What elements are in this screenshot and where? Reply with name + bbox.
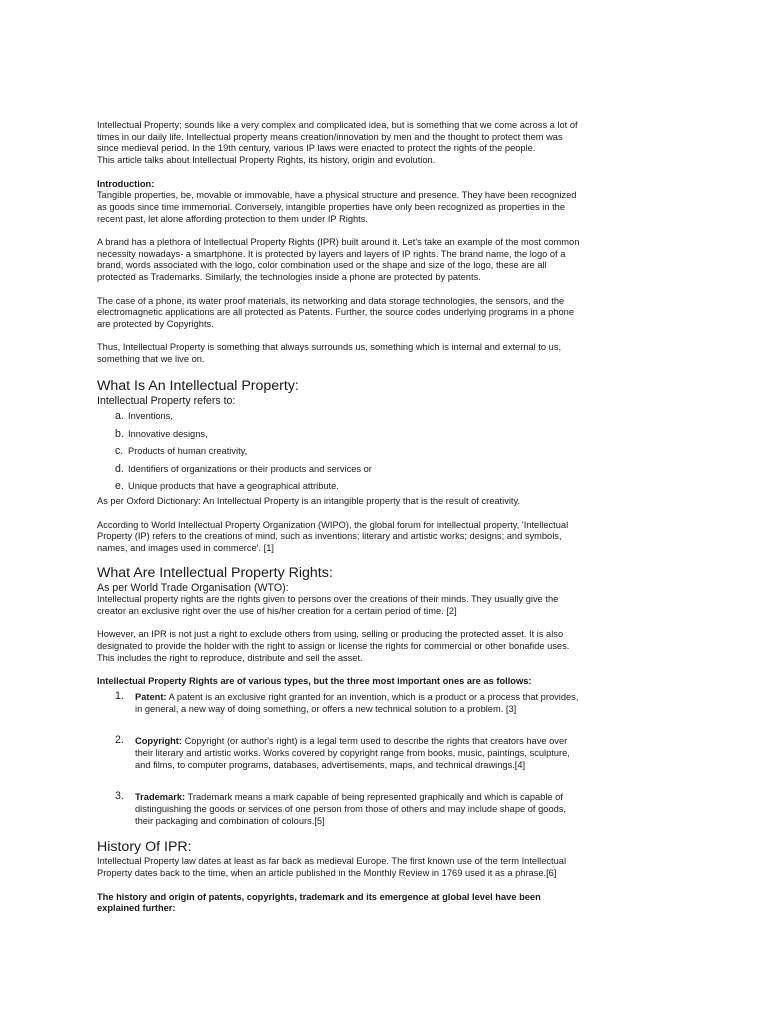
ipr-paragraph: Intellectual property rights are the rights given to persons over the creations of their minds. They usually give the creator an exclusive right over the use of his/her creation for a certain period of time. [2] (97, 594, 559, 616)
section-heading-ipr: What Are Intellectual Property Rights: (97, 564, 333, 581)
list-item: 1. Patent: A patent is an exclusive right granted for an invention, which is a product or a process that provides, in general, a new way of doing something, or offers a new technical solution to a problem. [3] (115, 689, 579, 714)
list-item: e. Unique products that have a geographical attribute. (115, 480, 339, 493)
phone-paragraph: The case of a phone, its water proof materials, its networking and data storage technologies, the sensors, and the electromagnetic applications are all protected as Patents. Further, the source codes underlying programs in a phone are protected by Copyrights. (97, 295, 574, 329)
brand-paragraph: A brand has a plethora of Intellectual Property Rights (IPR) built around it. Let's take an example of the most common necessity nowadays- a smartphone. It is protected by layers and layers of IP rights. The brand name, the logo of a brand, words associated with the logo, color combination used or the shape and size of the logo, these are all protected as Trademarks. Similarly, the technologies inside a phone are protected by patents. (97, 237, 580, 283)
history-paragraph: Intellectual Property law dates at least as far back as medieval Europe. The first known use of the term Intellectual Property dates back to the time, when an article published in the Monthly Review in 1769 used it as a phrase.[6] (97, 856, 567, 879)
ip-list (97, 410, 581, 492)
ipr-scope-paragraph: However, an IPR is not just a right to exclude others from using, selling or producing the protected asset. It is also designated to provide the holder with the right to assign or license the rights for commercial or other bonafide uses. This includes the right to reproduce, distribute and sell the asset. (97, 629, 570, 663)
term-trademark: Trademark: (135, 792, 186, 803)
list-item: b. Innovative designs, (115, 427, 208, 440)
list-item: a. Inventions, (115, 410, 173, 423)
introduction-heading: Introduction: (97, 178, 155, 189)
section-heading-history: History Of IPR: (97, 839, 192, 856)
intro-paragraph: Intellectual Property; sounds like a very complex and complicated idea, but is something that we come across a lot of times in our daily life. Intellectual property means creation/innovation by men and the thought to protect them was since medieval period. In the 19th century, various IP laws were enacted to protect the rights of the people. (97, 120, 578, 154)
list-item: 2. Copyright: Copyright (or author's right) is a legal term used to describe the rights that creators have over their literary and artistic works. Works covered by copyright range from books, music, paintings, sculpture, and films, to computer programs, databases, advertisements, maps, and technical drawings.[4] (115, 734, 570, 770)
ipr-types-lead: Intellectual Property Rights are of various types, but the three most important ones are as follows: (97, 676, 532, 687)
summary-paragraph: Thus, Intellectual Property is something that always surrounds us, something which is internal and external to us, something that we live on. (97, 342, 562, 364)
wipo-definition: According to World Intellectual Property Organization (WIPO), the global forum for intellectual property, 'Intellectual Property (IP) refers to the creations of mind, such as inventions; literary and artistic works; designs; and symbols, names, and images used in commerce'. [1] (97, 519, 569, 553)
term-copyright: Copyright: (135, 736, 182, 747)
section-heading-ip: What Is An Intellectual Property: (97, 377, 299, 394)
wto-lead: As per World Trade Organisation (WTO): (97, 581, 289, 594)
list-item: d. Identifiers of organizations or their products and services or (115, 462, 372, 475)
oxford-definition: As per Oxford Dictionary: An Intellectual Property is an intangible property that is the result of creativity. (97, 496, 521, 507)
list-item: c. Products of human creativity, (115, 445, 248, 458)
ip-lead: Intellectual Property refers to: (97, 394, 236, 407)
ipr-types-list (97, 689, 581, 828)
list-item: 3. Trademark: Trademark means a mark capable of being represented graphically and which is capable of distinguishing the goods or services of one person from those of others and may include shape of goods, their packaging and combination of colours.[5] (115, 790, 567, 826)
history-lead: The history and origin of patents, copyrights, trademark and its emergence at global level have been explained further: (97, 891, 541, 914)
intro-summary: This article talks about Intellectual Property Rights, its history, origin and evolution. (97, 155, 436, 166)
term-patent: Patent: (135, 691, 167, 702)
introduction-paragraph: Tangible properties, be, movable or immovable, have a physical structure and presence. They have been recognized as goods since time immemorial. Conversely, intangible properties have only been recognized as properties in the recent past, let alone affording protection to them under IP Rights. (97, 190, 577, 224)
article-body (97, 120, 581, 915)
